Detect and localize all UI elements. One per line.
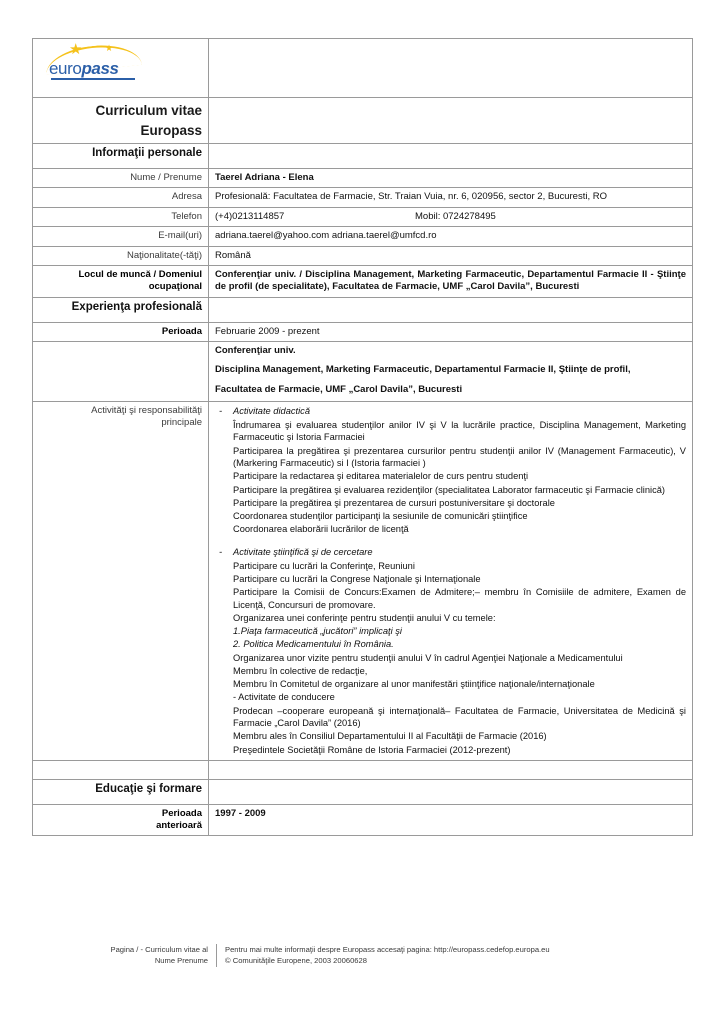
list-item: 2. Politica Medicamentului în România. xyxy=(233,639,394,650)
label-activities xyxy=(33,401,209,760)
list-item: - Activitate de conducere xyxy=(233,692,335,703)
row-activities xyxy=(33,401,693,760)
label-education-period-line-1: Perioada xyxy=(161,808,202,820)
experience-heading-row xyxy=(33,297,693,322)
list-spacer xyxy=(215,537,686,545)
row-address xyxy=(33,188,693,207)
value-activities xyxy=(209,401,693,760)
value-nationality: Română xyxy=(209,246,693,265)
europass-wordmark xyxy=(49,59,119,79)
list-item: Organizarea unor vizite pentru studenţii anului V în cadrul Agenţiei Naţionale a Medicamentului xyxy=(233,652,623,663)
list-item: Participare cu lucrări la Conferinţe, Reuniuni xyxy=(233,560,415,571)
label-email: E-mail(uri) xyxy=(33,227,209,246)
value-address: Profesională: Facultatea de Farmacie, Str. Traian Vuia, nr. 6, 020956, sector 2, Bucuresti, RO xyxy=(209,188,693,207)
title-row xyxy=(33,98,693,144)
page-title xyxy=(33,98,209,144)
activities-list xyxy=(215,405,686,756)
logo-pass-text: pass xyxy=(81,59,119,78)
list-item: Participare la Comisii de Concurs:Examen de Admitere;– membru în Comisiile de admitere, Examen de Licenţă, Concursuri de promovare. xyxy=(233,587,686,610)
value-email: adriana.taerel@yahoo.com adriana.taerel@umfcd.ro xyxy=(209,227,693,246)
label-activities-line-1: Activităţi şi responsabilităţi xyxy=(91,404,202,416)
value-job: Conferenţiar univ. / Disciplina Management, Marketing Farmaceutic, Departamentul Farmacie II - Ştiinţe de profil (de specialitate), Facultatea de Farmacie, UMF „Carol Davila”, Bucuresti xyxy=(209,265,693,297)
label-name: Nume / Prenume xyxy=(33,169,209,188)
value-education-period: 1997 - 2009 xyxy=(209,805,693,836)
row-email xyxy=(33,227,693,246)
row-position xyxy=(33,341,693,401)
footer-right-line-2: © Comunităţile Europene, 2003 20060628 xyxy=(225,956,367,966)
label-education-period-line-2: anterioară xyxy=(156,820,202,832)
list-item: - Activitate didactică xyxy=(215,405,686,417)
label-period: Perioada xyxy=(33,322,209,341)
experience-heading-empty xyxy=(209,297,693,322)
value-position xyxy=(209,341,693,401)
label-mobile: Mobil: xyxy=(415,210,441,222)
label-phone: Telefon xyxy=(33,207,209,226)
section-education-heading: Educaţie şi formare xyxy=(33,780,209,805)
label-position-empty xyxy=(33,341,209,401)
personal-info-heading-empty xyxy=(209,144,693,169)
value-phone-cell xyxy=(209,207,693,226)
label-activities-line-2: principale xyxy=(161,416,202,428)
section-personal-info-heading: Informaţii personale xyxy=(33,144,209,169)
footer-right xyxy=(216,944,692,967)
list-item: Organizarea unei conferinţe pentru studenţii anului V cu temele: xyxy=(233,612,496,623)
list-item: Îndrumarea şi evaluarea studenţilor anilor IV şi V la lucrările practice, Disciplina Management, Marketing Farmaceutic şi Istoria Farmaciei xyxy=(233,420,686,443)
row-spacer xyxy=(33,760,693,779)
list-item: Participare cu lucrări la Congrese Naţionale şi Internaţionale xyxy=(233,574,481,585)
spacer-value xyxy=(209,760,693,779)
label-nationality: Naţionalitate(-tăţi) xyxy=(33,246,209,265)
label-education-period xyxy=(33,805,209,836)
footer-left-line-1: Pagina / - Curriculum vitae al xyxy=(110,945,208,954)
star-icon: ★ xyxy=(69,41,83,58)
label-address: Adresa xyxy=(33,188,209,207)
list-item: Participare la redactarea şi editarea materialelor de curs pentru studenţi xyxy=(233,471,529,482)
footer-right-line-1: Pentru mai multe informaţii despre Europass accesaţi pagina: http://europass.cedefop.europa.eu xyxy=(225,945,550,954)
list-item: Coordonarea studenţilor participanţi la sesiunile de comunicări ştiinţifice xyxy=(233,511,528,522)
row-period xyxy=(33,322,693,341)
value-period: Februarie 2009 - prezent xyxy=(209,322,693,341)
list-item: Membru ales în Consiliul Departamentului II al Facultăţii de Farmacie (2016) xyxy=(233,731,547,742)
list-item: Preşedintele Societăţii Române de Istoria Farmaciei (2012-prezent) xyxy=(233,744,511,755)
title-line-2: Europass xyxy=(140,122,202,138)
logo-row-empty xyxy=(209,39,693,98)
list-item: Participare la pregătirea şi evaluarea rezidenţilor (specialitatea Laborator farmaceutic şi Farmacie clinică) xyxy=(233,484,665,495)
row-name xyxy=(33,169,693,188)
list-item: Coordonarea elaborării lucrărilor de licenţă xyxy=(233,524,409,535)
logo-row xyxy=(33,39,693,98)
position-line-3: Facultatea de Farmacie, UMF „Carol Davila”, Bucuresti xyxy=(215,383,463,395)
star-small-icon: ★ xyxy=(105,43,114,53)
personal-info-heading-row xyxy=(33,144,693,169)
education-heading-row xyxy=(33,780,693,805)
title-row-empty xyxy=(209,98,693,144)
footer-left xyxy=(32,944,216,967)
value-mobile: 0724278495 xyxy=(442,210,496,222)
value-mobile-group xyxy=(415,211,686,223)
row-phone xyxy=(33,207,693,226)
spacer-label xyxy=(33,760,209,779)
section-experience-heading: Experienţa profesională xyxy=(33,297,209,322)
position-line-1: Conferenţiar univ. xyxy=(215,344,296,356)
europass-logo xyxy=(39,42,149,84)
list-item: 1.Piaţa farmaceutică „jucători” implicaţi şi xyxy=(233,626,402,637)
logo-underline xyxy=(51,78,135,80)
education-heading-empty xyxy=(209,780,693,805)
footer-left-line-2: Nume Prenume xyxy=(154,956,208,966)
label-job: Locul de muncă / Domeniul ocupaţional xyxy=(33,265,209,297)
list-item: Membru în Comitetul de organizare al unor manifestări ştiinţifice naţionale/internaţionale xyxy=(233,679,595,690)
page-footer xyxy=(32,944,692,967)
value-name: Taerel Adriana - Elena xyxy=(209,169,693,188)
row-job xyxy=(33,265,693,297)
list-item: - Activitate ştiinţifică şi de cercetare xyxy=(215,546,686,558)
europass-logo-cell xyxy=(33,39,209,98)
list-item: Participarea la pregătirea şi prezentarea cursurilor pentru studenţii anilor IV (Management Farmaceutic), V (Markering Farmaceutic) si I (Istoria farmaciei ) xyxy=(233,445,686,468)
list-item: Participare la pregătirea şi prezentarea de cursuri postuniversitare şi doctorale xyxy=(233,497,555,508)
list-item: Membru în colective de redacţie, xyxy=(233,665,368,676)
cv-table xyxy=(32,38,693,836)
list-item: Prodecan –cooperare europeană şi internaţională– Facultatea de Farmacie, Universitatea de Medicină şi Farmacie „Carol Davila” (2016) xyxy=(233,705,686,729)
value-phone: (+4)0213114857 xyxy=(215,210,285,222)
row-education-period xyxy=(33,805,693,836)
row-nationality xyxy=(33,246,693,265)
logo-euro-text: euro xyxy=(49,59,82,78)
title-line-1: Curriculum vitae xyxy=(95,103,202,118)
position-line-2: Disciplina Management, Marketing Farmaceutic, Departamentul Farmacie II, Ştiinţe de profil, xyxy=(215,364,631,376)
